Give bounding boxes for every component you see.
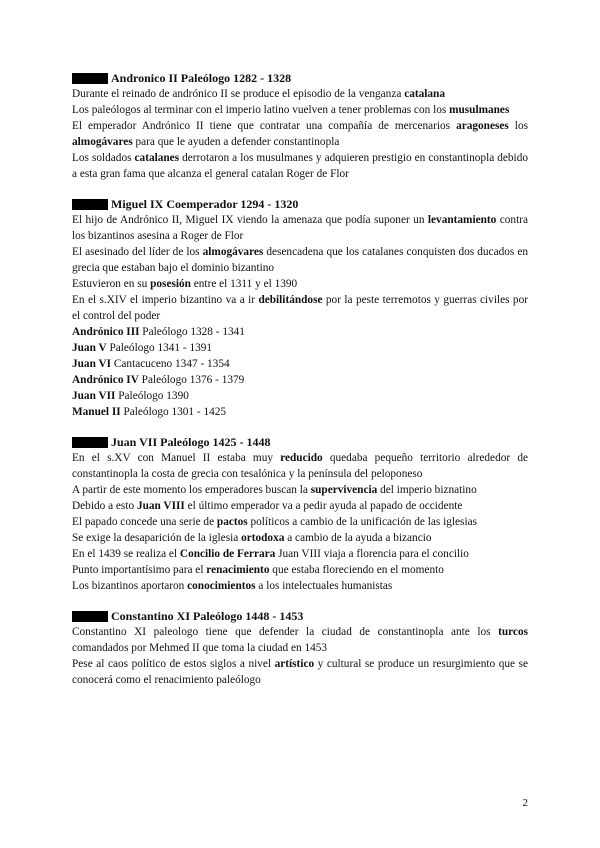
paragraph bbox=[72, 656, 528, 688]
bold-term: pactos bbox=[216, 516, 248, 528]
paragraph bbox=[72, 212, 528, 244]
bold-term: renacimiento bbox=[206, 564, 270, 576]
section-heading: Andronico II Paleólogo 1282 - 1328 bbox=[72, 70, 528, 86]
text-run: a cambio de la ayuda a bizancio bbox=[284, 532, 432, 544]
bold-term: Andrónico IV bbox=[72, 374, 139, 386]
paragraph bbox=[72, 562, 528, 578]
text-run: Los paleólogos al terminar con el imperio latino vuelven a tener problemas con los bbox=[72, 104, 450, 116]
text-run: y cultural se produce un resurgimiento que se conocerá como el renacimiento paleólogo bbox=[72, 658, 528, 686]
text-run: Paleólogo 1390 bbox=[115, 390, 189, 402]
paragraph bbox=[72, 546, 528, 562]
section-heading: Juan VII Paleólogo 1425 - 1448 bbox=[72, 434, 528, 450]
text-run: para que le ayuden a defender constantinopla bbox=[132, 136, 340, 148]
paragraph bbox=[72, 388, 528, 404]
bold-term: Juan VI bbox=[72, 358, 112, 370]
section-body bbox=[72, 624, 528, 688]
text-run: El papado concede una serie de bbox=[72, 516, 217, 528]
text-run: por la peste terremotos y guerras civiles por el control del poder bbox=[72, 294, 528, 322]
text-run: En el s.XV con Manuel II estaba muy bbox=[72, 452, 281, 464]
bold-term: Andrónico III bbox=[72, 326, 140, 338]
redaction-box bbox=[72, 73, 108, 84]
text-run: Paleólogo 1341 - 1391 bbox=[106, 342, 213, 354]
paragraph bbox=[72, 530, 528, 546]
text-run: En el 1439 se realiza el bbox=[72, 548, 180, 560]
bold-term: Concilio de Ferrara bbox=[179, 548, 276, 560]
text-run: desencadena que los catalanes conquisten dos ducados en grecia que estaban bajo el dominio bizantino bbox=[72, 246, 528, 274]
paragraph bbox=[72, 482, 528, 498]
paragraph bbox=[72, 118, 528, 150]
paragraph bbox=[72, 578, 528, 594]
text-run: el último emperador va a pedir ayuda al papado de occidente bbox=[184, 500, 463, 512]
bold-term: reducido bbox=[280, 452, 323, 464]
paragraph bbox=[72, 324, 528, 340]
text-run: los bbox=[508, 120, 528, 132]
paragraph bbox=[72, 244, 528, 276]
bold-term: musulmanes bbox=[449, 104, 510, 116]
section-constantino-xi bbox=[72, 608, 528, 688]
section-heading: Miguel IX Coemperador 1294 - 1320 bbox=[72, 196, 528, 212]
text-run: A partir de este momento los emperadores buscan la bbox=[72, 484, 311, 496]
text-run: Cantacuceno 1347 - 1354 bbox=[111, 358, 230, 370]
text-run: quedaba pequeño territorio alrededor de constantinopla la costa de grecia con tesalónica y la península del peloponeso bbox=[72, 452, 528, 480]
bold-term: aragoneses bbox=[456, 120, 509, 132]
section-body bbox=[72, 86, 528, 182]
text-run: Punto importantísimo para el bbox=[72, 564, 207, 576]
bold-term: ortodoxa bbox=[241, 532, 285, 544]
bold-term: Juan VII bbox=[72, 390, 116, 402]
paragraph bbox=[72, 276, 528, 292]
page-number: 2 bbox=[522, 797, 528, 809]
text-run: En el s.XIV el imperio bizantino va a ir bbox=[72, 294, 259, 306]
paragraph bbox=[72, 102, 528, 118]
text-run: Paleólogo 1301 - 1425 bbox=[120, 406, 227, 418]
text-run: Se exige la desaparición de la iglesia bbox=[72, 532, 242, 544]
paragraph bbox=[72, 404, 528, 420]
bold-term: Juan V bbox=[72, 342, 107, 354]
text-run: Paleólogo 1328 - 1341 bbox=[139, 326, 245, 338]
paragraph bbox=[72, 624, 528, 656]
text-run: Los soldados bbox=[72, 152, 135, 164]
bold-term: debilitándose bbox=[258, 294, 323, 306]
bold-term: artístico bbox=[274, 658, 315, 670]
bold-term: turcos bbox=[498, 626, 528, 638]
bold-term: posesión bbox=[150, 278, 191, 290]
text-run: Pese al caos político de estos siglos a nivel bbox=[72, 658, 275, 670]
bold-term: almogávares bbox=[202, 246, 264, 258]
text-run: El hijo de Andrónico II, Miguel IX viendo la amenaza que podía suponer un bbox=[72, 214, 428, 226]
text-run: Estuvieron en su bbox=[72, 278, 151, 290]
section-miguel-ix bbox=[72, 196, 528, 420]
bold-term: conocimientos bbox=[187, 580, 256, 592]
text-run: Juan VIII viaja a florencia para el concilio bbox=[275, 548, 469, 560]
paragraph bbox=[72, 150, 528, 182]
paragraph bbox=[72, 498, 528, 514]
paragraph bbox=[72, 292, 528, 324]
text-run: del imperio biznatino bbox=[377, 484, 477, 496]
section-body bbox=[72, 450, 528, 594]
text-run: políticos a cambio de la unificación de las iglesias bbox=[247, 516, 478, 528]
page-content bbox=[72, 70, 528, 702]
paragraph bbox=[72, 86, 528, 102]
text-run: comandados por Mehmed II que toma la ciudad en 1453 bbox=[72, 642, 328, 654]
section-heading: Constantino XI Paleólogo 1448 - 1453 bbox=[72, 608, 528, 624]
paragraph bbox=[72, 340, 528, 356]
paragraph bbox=[72, 514, 528, 530]
text-run: derrotaron a los musulmanes y adquieren prestigio en constantinopla debido a esta gran fama que alcanza el general catalan Roger de Flor bbox=[72, 152, 528, 180]
bold-term: Manuel II bbox=[72, 406, 121, 418]
text-run: Paleólogo 1376 - 1379 bbox=[138, 374, 245, 386]
text-run: Constantino XI paleologo tiene que defender la ciudad de constantinopla ante los bbox=[72, 626, 499, 638]
redaction-box bbox=[72, 611, 108, 622]
bold-term: supervivencia bbox=[310, 484, 378, 496]
redaction-box bbox=[72, 199, 108, 210]
section-andronico-ii bbox=[72, 70, 528, 182]
text-run: a los intelectuales humanistas bbox=[255, 580, 393, 592]
text-run: El emperador Andrónico II tiene que contratar una compañía de mercenarios bbox=[72, 120, 457, 132]
bold-term: levantamiento bbox=[427, 214, 497, 226]
bold-term: catalana bbox=[404, 88, 445, 100]
section-body bbox=[72, 212, 528, 420]
section-juan-vii bbox=[72, 434, 528, 594]
paragraph bbox=[72, 450, 528, 482]
text-run: Debido a esto bbox=[72, 500, 137, 512]
paragraph bbox=[72, 372, 528, 388]
text-run: Los bizantinos aportaron bbox=[72, 580, 188, 592]
text-run: Durante el reinado de andrónico II se produce el episodio de la venganza bbox=[72, 88, 405, 100]
text-run: El asesinado del líder de los bbox=[72, 246, 203, 258]
bold-term: catalanes bbox=[134, 152, 180, 164]
text-run: entre el 1311 y el 1390 bbox=[190, 278, 298, 290]
paragraph bbox=[72, 356, 528, 372]
text-run: que estaba floreciendo en el momento bbox=[269, 564, 444, 576]
bold-term: Juan VIII bbox=[136, 500, 185, 512]
text-run: contra los bizantinos asesina a Roger de Flor bbox=[72, 214, 528, 242]
redaction-box bbox=[72, 437, 108, 448]
bold-term: almogávares bbox=[72, 136, 133, 148]
